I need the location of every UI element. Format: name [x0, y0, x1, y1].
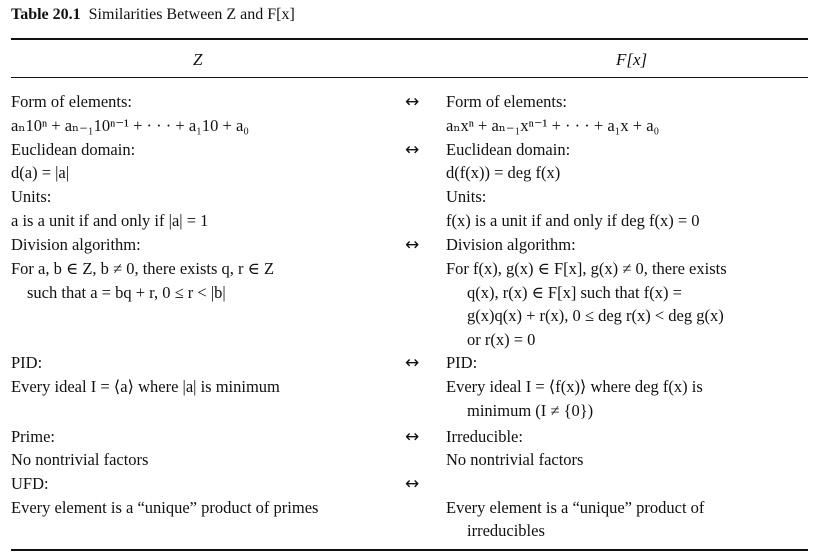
table-number: Table 20.1 — [11, 6, 81, 23]
left-line: For a, b ∈ Z, b ≠ 0, there exists q, r ∈ Z — [11, 259, 275, 278]
correspondence-arrow: ↔ — [405, 235, 420, 255]
left-line: PID: — [11, 353, 43, 372]
left-line: aₙ10ⁿ + aₙ₋₁10ⁿ⁻¹ + · · · + a₁10 + a₀ — [11, 116, 250, 135]
right-line: q(x), r(x) ∈ F[x] such that f(x) = — [467, 283, 682, 302]
correspondence-arrow: ↔ — [405, 92, 420, 112]
right-line: Form of elements: — [446, 92, 567, 111]
right-line: Division algorithm: — [446, 235, 576, 254]
left-line: Every ideal I = ⟨a⟩ where |a| is minimum — [11, 377, 280, 396]
left-line: d(a) = |a| — [11, 163, 70, 182]
right-line: g(x)q(x) + r(x), 0 ≤ deg r(x) < deg g(x) — [467, 306, 724, 325]
right-line: Euclidean domain: — [446, 140, 571, 159]
header-z: Z — [193, 50, 203, 69]
right-line: Every element is a “unique” product of — [446, 498, 705, 517]
top-rule — [11, 38, 808, 40]
header-rule — [11, 77, 808, 78]
left-line: Units: — [11, 187, 52, 206]
right-line: Irreducible: — [446, 427, 523, 446]
left-line: Division algorithm: — [11, 235, 141, 254]
right-line: For f(x), g(x) ∈ F[x], g(x) ≠ 0, there exists — [446, 259, 727, 278]
left-line: Every element is a “unique” product of primes — [11, 498, 319, 517]
correspondence-arrow: ↔ — [405, 140, 420, 160]
right-line: Units: — [446, 187, 487, 206]
left-line: No nontrivial factors — [11, 450, 149, 469]
right-line: No nontrivial factors — [446, 450, 584, 469]
header-fx: F[x] — [616, 50, 648, 69]
left-line: Prime: — [11, 427, 55, 446]
correspondence-arrow: ↔ — [405, 427, 420, 447]
bottom-rule — [11, 549, 808, 551]
right-line: d(f(x)) = deg f(x) — [446, 163, 561, 182]
left-line: Euclidean domain: — [11, 140, 136, 159]
left-line: a is a unit if and only if |a| = 1 — [11, 211, 209, 230]
left-line: such that a = bq + r, 0 ≤ r < |b| — [27, 283, 226, 302]
table-caption — [11, 6, 295, 24]
left-line: Form of elements: — [11, 92, 132, 111]
correspondence-arrow: ↔ — [405, 353, 420, 373]
right-line: f(x) is a unit if and only if deg f(x) = 0 — [446, 211, 700, 230]
right-line: minimum (I ≠ {0}) — [467, 401, 594, 420]
right-line: aₙxⁿ + aₙ₋₁xⁿ⁻¹ + · · · + a₁x + a₀ — [446, 116, 660, 135]
right-line: irreducibles — [467, 521, 545, 540]
correspondence-arrow: ↔ — [405, 474, 420, 494]
right-line: Every ideal I = ⟨f(x)⟩ where deg f(x) is — [446, 377, 703, 396]
right-line: or r(x) = 0 — [467, 330, 536, 349]
left-line: UFD: — [11, 474, 49, 493]
table-title: Similarities Between Z and F[x] — [88, 6, 295, 23]
right-line: PID: — [446, 353, 478, 372]
